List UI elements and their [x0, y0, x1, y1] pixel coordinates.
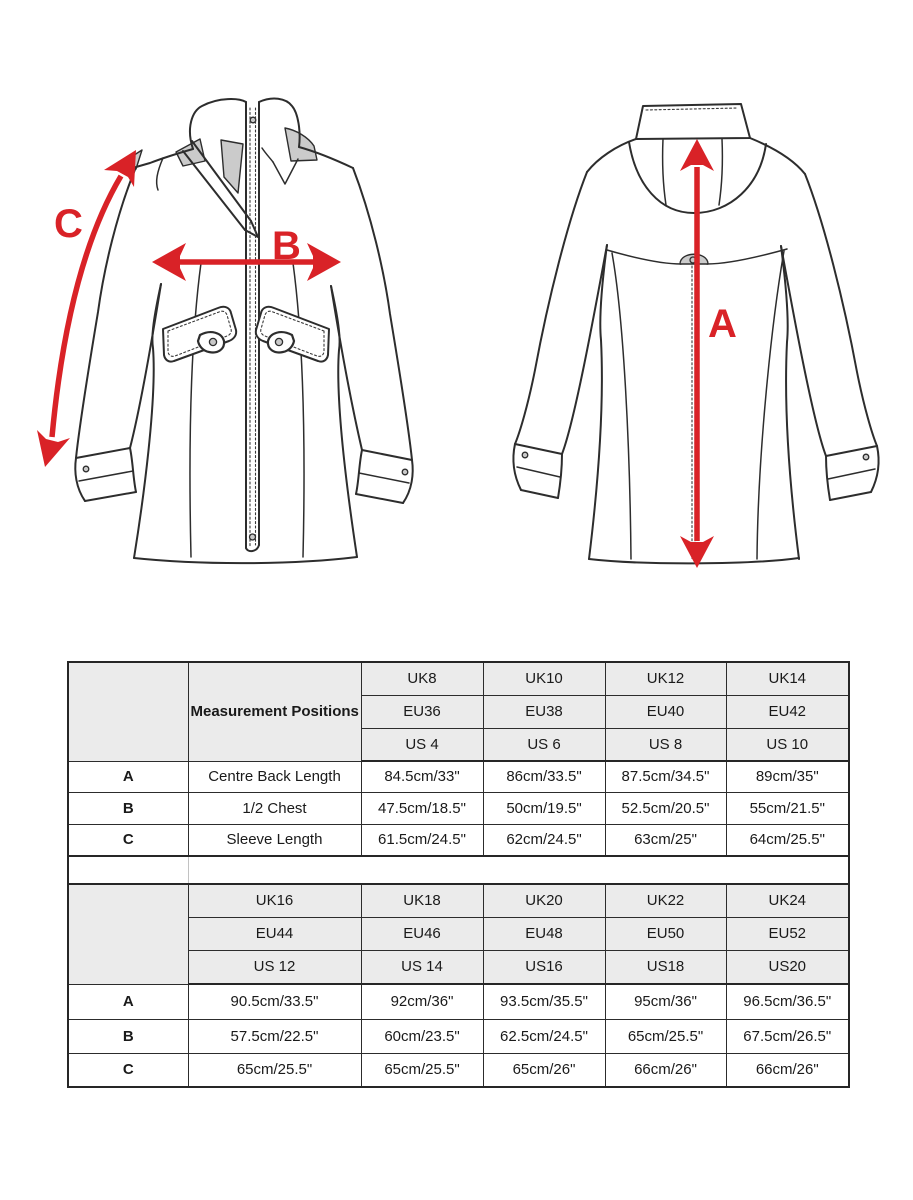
corner-cell — [68, 884, 188, 984]
table-row — [68, 1019, 849, 1053]
measurement-positions-header: Measurement Positions — [188, 662, 361, 761]
label-c: C — [54, 202, 83, 246]
size-header-eu: EU48 — [483, 917, 605, 950]
measure-value: 50cm/19.5" — [483, 792, 605, 824]
pocket-button — [209, 338, 216, 345]
measure-value: 65cm/25.5" — [188, 1053, 361, 1087]
size-header-us: US18 — [605, 950, 726, 984]
measure-key: B — [68, 1019, 188, 1053]
measure-key: A — [68, 984, 188, 1019]
size-chart-table — [67, 661, 850, 1088]
size-header-us: US16 — [483, 950, 605, 984]
back-left-sleeve — [513, 172, 607, 498]
measure-value: 55cm/21.5" — [726, 792, 849, 824]
front-collar — [190, 99, 300, 184]
size-header-uk: UK10 — [483, 662, 605, 695]
measure-value: 62cm/24.5" — [483, 824, 605, 856]
measure-value: 66cm/26" — [605, 1053, 726, 1087]
size-header-eu: EU50 — [605, 917, 726, 950]
size-header-eu: EU52 — [726, 917, 849, 950]
measure-value: 60cm/23.5" — [361, 1019, 483, 1053]
measure-value: 57.5cm/22.5" — [188, 1019, 361, 1053]
placket-snap-button — [250, 534, 256, 540]
size-header-us: US 4 — [361, 728, 483, 761]
cuff-button — [863, 454, 869, 460]
size-header-eu: EU46 — [361, 917, 483, 950]
measure-value: 64cm/25.5" — [726, 824, 849, 856]
size-header-us: US 10 — [726, 728, 849, 761]
corner-cell — [68, 662, 188, 761]
front-left-pocket — [163, 307, 236, 362]
measure-value: 61.5cm/24.5" — [361, 824, 483, 856]
cuff-button — [402, 469, 408, 475]
table-row — [68, 761, 849, 792]
measure-value: 84.5cm/33" — [361, 761, 483, 792]
measure-value: 86cm/33.5" — [483, 761, 605, 792]
table-row — [68, 824, 849, 856]
measure-key: C — [68, 1053, 188, 1087]
measure-value: 47.5cm/18.5" — [361, 792, 483, 824]
size-header-us: US 8 — [605, 728, 726, 761]
measure-value: 95cm/36" — [605, 984, 726, 1019]
size-header-uk: UK16 — [188, 884, 361, 917]
size-header-us: US 14 — [361, 950, 483, 984]
table-row — [68, 984, 849, 1019]
size-header-eu: EU40 — [605, 695, 726, 728]
size-header-eu: EU38 — [483, 695, 605, 728]
measure-name: 1/2 Chest — [188, 792, 361, 824]
cuff-button — [83, 466, 89, 472]
measure-name: Centre Back Length — [188, 761, 361, 792]
size-header-us: US 12 — [188, 950, 361, 984]
label-b: B — [272, 224, 301, 268]
label-a: A — [708, 302, 737, 346]
table-row — [68, 1053, 849, 1087]
measure-value: 63cm/25" — [605, 824, 726, 856]
measure-value: 93.5cm/35.5" — [483, 984, 605, 1019]
measure-key: B — [68, 792, 188, 824]
size-header-eu: EU44 — [188, 917, 361, 950]
size-header-uk: UK22 — [605, 884, 726, 917]
spacer-row — [68, 856, 849, 884]
measure-value: 66cm/26" — [726, 1053, 849, 1087]
cuff-button — [522, 452, 528, 458]
measure-value: 62.5cm/24.5" — [483, 1019, 605, 1053]
pocket-button — [275, 338, 282, 345]
measure-key: C — [68, 824, 188, 856]
measure-value: 67.5cm/26.5" — [726, 1019, 849, 1053]
measure-value: 65cm/26" — [483, 1053, 605, 1087]
measure-value: 52.5cm/20.5" — [605, 792, 726, 824]
measure-value: 65cm/25.5" — [361, 1053, 483, 1087]
size-header-eu: EU42 — [726, 695, 849, 728]
measure-name: Sleeve Length — [188, 824, 361, 856]
size-header-uk: UK8 — [361, 662, 483, 695]
size-header-eu: EU36 — [361, 695, 483, 728]
measure-value: 90.5cm/33.5" — [188, 984, 361, 1019]
sleeve-arrow-c — [37, 150, 136, 467]
measure-value: 96.5cm/36.5" — [726, 984, 849, 1019]
size-chart — [67, 661, 850, 1088]
back-right-sleeve — [781, 174, 879, 500]
size-header-uk: UK12 — [605, 662, 726, 695]
back-collar — [636, 104, 750, 139]
front-right-pocket — [256, 307, 329, 362]
measure-value: 92cm/36" — [361, 984, 483, 1019]
measure-value: 87.5cm/34.5" — [605, 761, 726, 792]
measure-value: 65cm/25.5" — [605, 1019, 726, 1053]
size-header-uk: UK14 — [726, 662, 849, 695]
size-header-uk: UK24 — [726, 884, 849, 917]
size-header-us: US 6 — [483, 728, 605, 761]
spacer-cell — [68, 856, 188, 884]
size-header-us: US20 — [726, 950, 849, 984]
measure-key: A — [68, 761, 188, 792]
size-header-uk: UK20 — [483, 884, 605, 917]
size-header-uk: UK18 — [361, 884, 483, 917]
spacer-cell — [188, 856, 849, 884]
measure-value: 89cm/35" — [726, 761, 849, 792]
table-row — [68, 792, 849, 824]
back-torso — [589, 245, 799, 563]
